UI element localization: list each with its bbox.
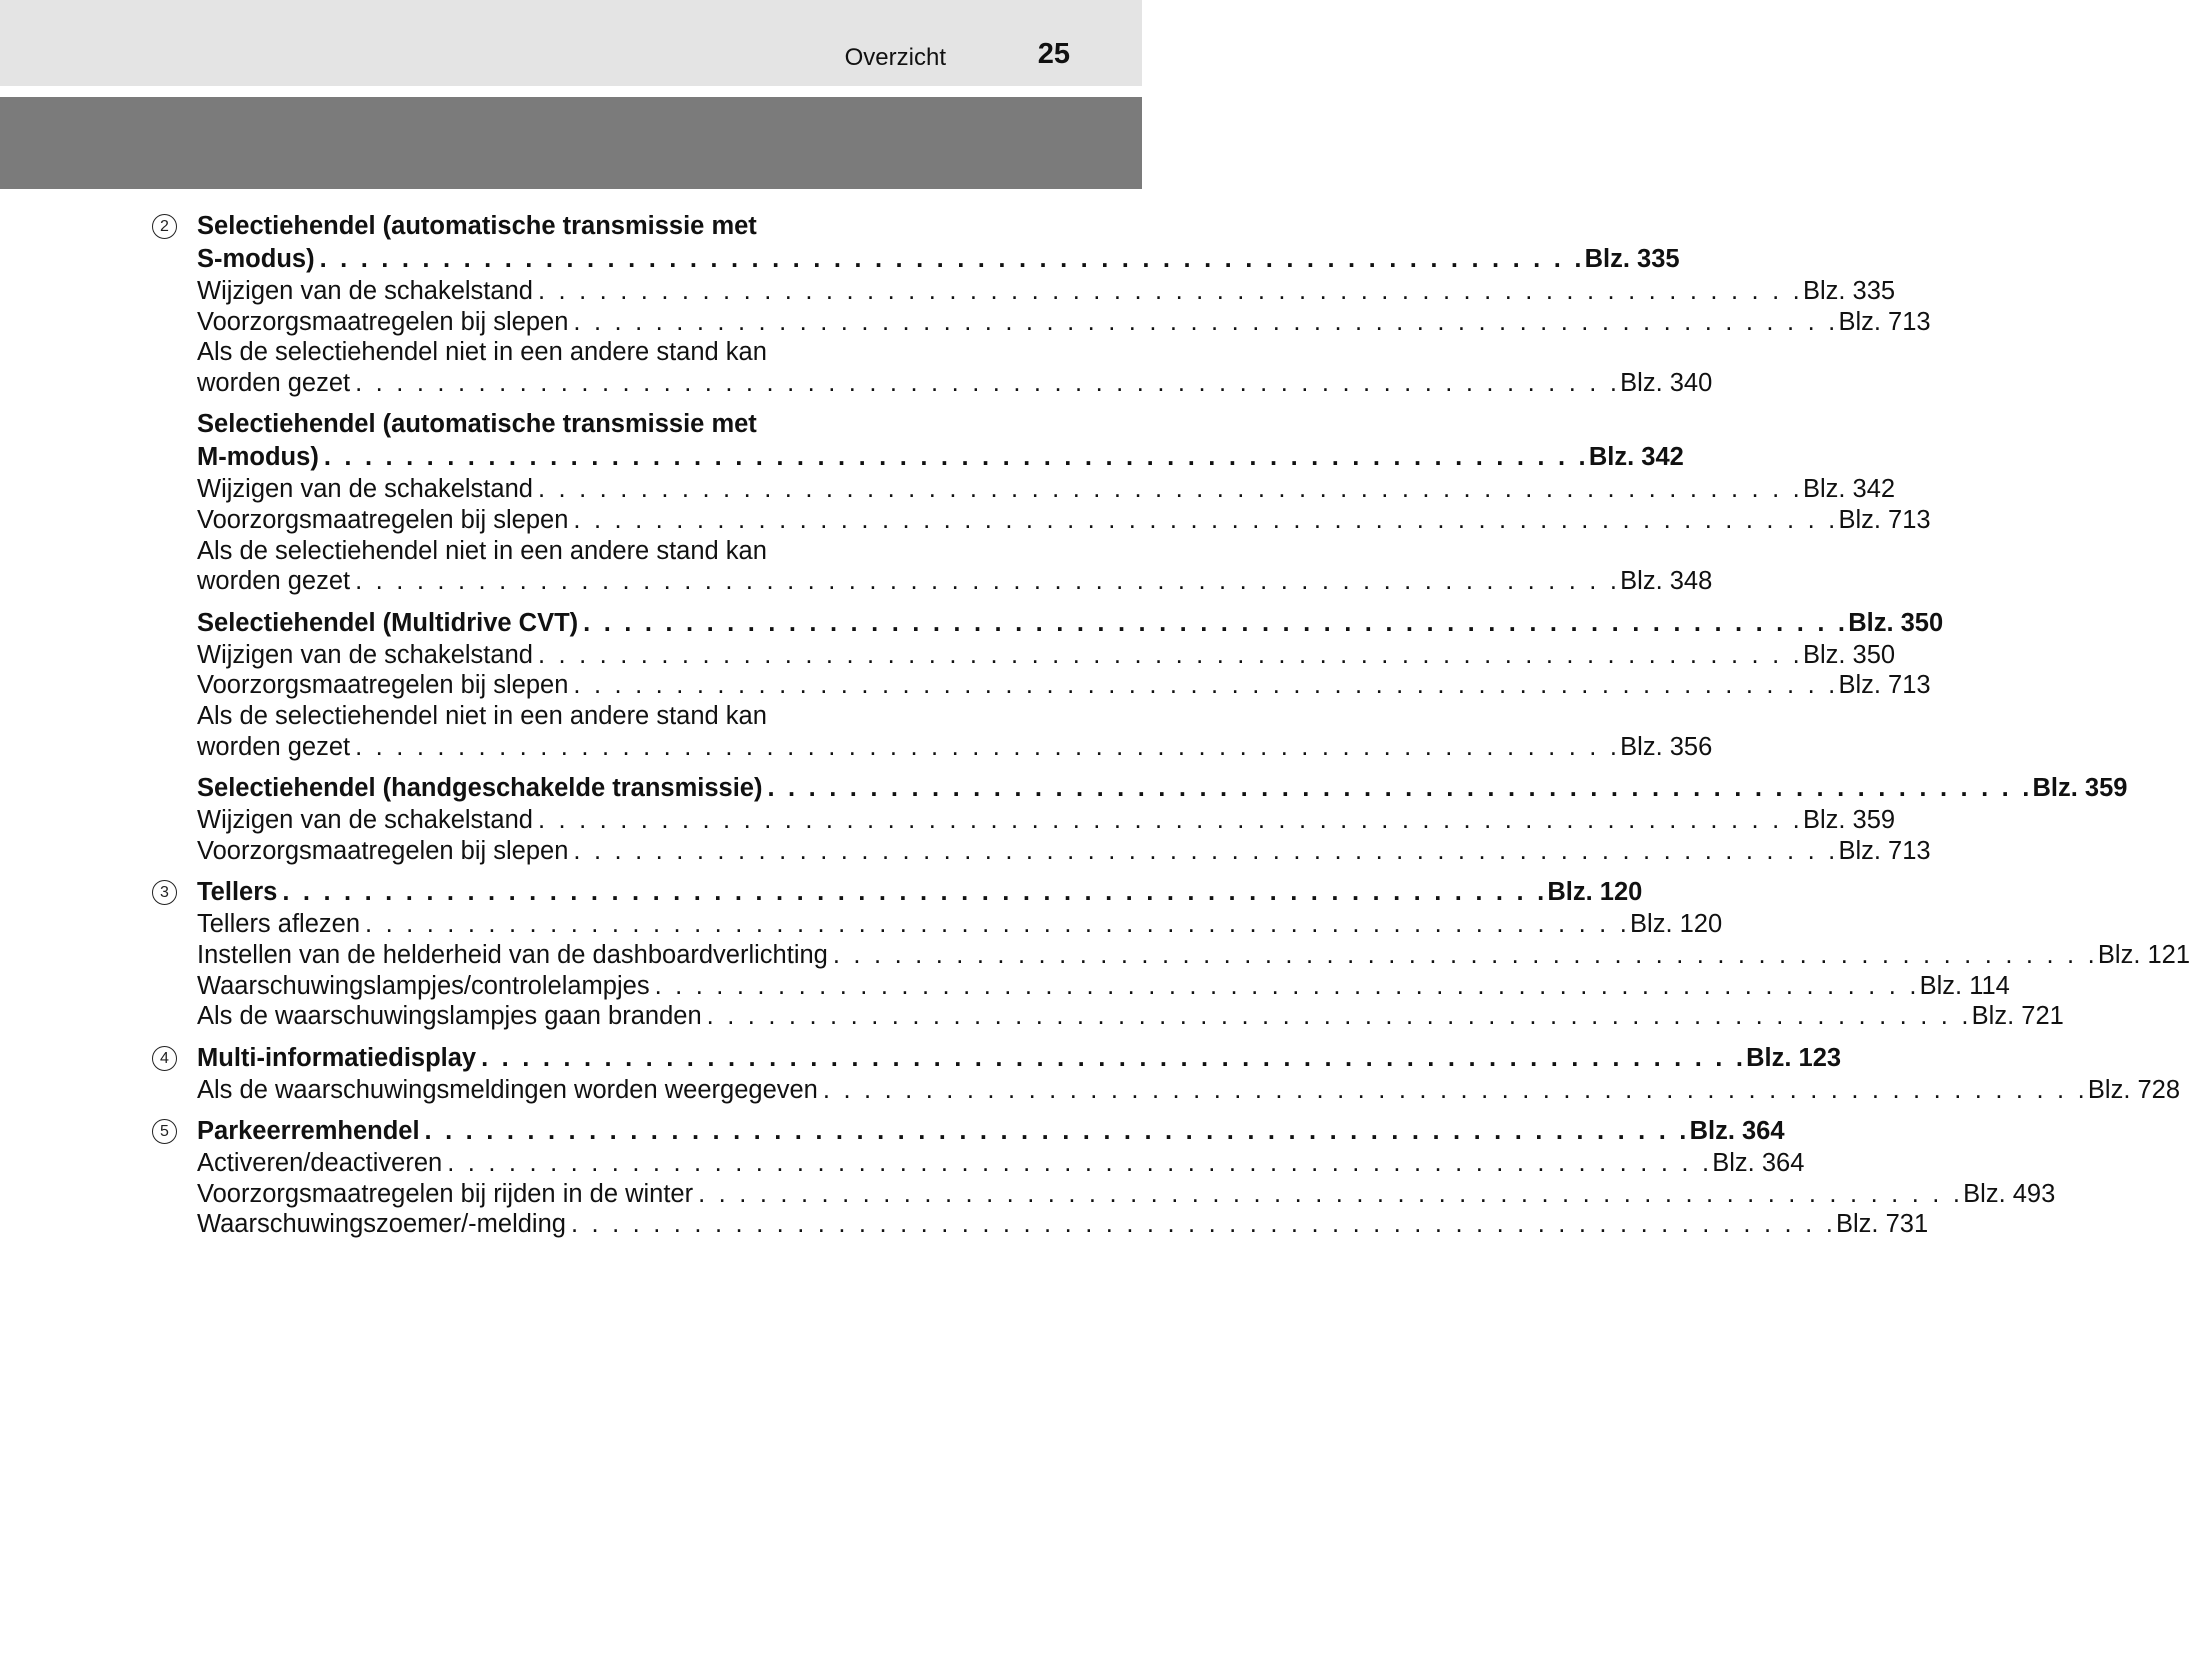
toc-subentry-text: worden gezet [197, 732, 351, 761]
toc-section [150, 1115, 2056, 1240]
callout-number-icon: 2 [152, 214, 177, 239]
dot-leader-text: . . . . . . . . . . . . . . . . . . . . . . . . . . . . . . . . . . . . . . . . . . . . . . . . . . . . . . . . . . . . . . [573, 836, 1839, 865]
toc-subentry-text: Wijzigen van de schakelstand [197, 806, 533, 835]
dot-leader-text: . . . . . . . . . . . . . . . . . . . . . . . . . . . . . . . . . . . . . . . . . . . . . . . . . . . . . . . . . . . . . . [822, 1075, 2088, 1104]
header-title: Overzicht [844, 44, 946, 71]
toc-subentry-page: Blz. 350 [1802, 640, 1896, 669]
toc-subentry[interactable] [197, 909, 1723, 940]
dot-leader [319, 441, 1589, 474]
dot-leader-text: . . . . . . . . . . . . . . . . . . . . . . . . . . . . . . . . . . . . . . . . . . . . . . . . . . . . . . . . . . . . . . [767, 774, 2033, 803]
toc-entry[interactable] [197, 772, 2128, 805]
toc-subentry-page: Blz. 121 [2097, 940, 2190, 969]
dot-leader-text: . . . . . . . . . . . . . . . . . . . . . . . . . . . . . . . . . . . . . . . . . . . . . . . . . . . . . . . . . . . . . . [355, 732, 1621, 761]
dot-leader [350, 368, 1620, 399]
dot-leader [578, 607, 1848, 640]
dot-leader [693, 1179, 1963, 1210]
table-of-contents [150, 210, 2190, 1240]
header-band [0, 0, 1142, 86]
toc-entry-text: Multi-informatiedisplay [197, 1043, 477, 1072]
toc-subentry[interactable] [197, 732, 1713, 763]
toc-subentry-page: Blz. 713 [1838, 671, 1931, 700]
dot-leader-text: . . . . . . . . . . . . . . . . . . . . . . . . . . . . . . . . . . . . . . . . . . . . . . . . . . . . . . . . . . . . . . [698, 1179, 1964, 1208]
toc-entry-group [197, 876, 2190, 1031]
toc-entry-text: Selectiehendel (handgeschakelde transmissie) [197, 774, 763, 803]
dot-leader [650, 971, 1920, 1002]
toc-subentry[interactable] [197, 940, 2190, 971]
dot-leader [568, 307, 1838, 338]
toc-subentry-text: Waarschuwingszoemer/-melding [197, 1210, 566, 1239]
toc-entry[interactable] [197, 876, 1643, 909]
dot-leader-text: . . . . . . . . . . . . . . . . . . . . . . . . . . . . . . . . . . . . . . . . . . . . . . . . . . . . . . . . . . . . . . [537, 475, 1803, 504]
dot-leader-text: . . . . . . . . . . . . . . . . . . . . . . . . . . . . . . . . . . . . . . . . . . . . . . . . . . . . . . . . . . . . . . [537, 640, 1803, 669]
toc-subentry-page: Blz. 728 [2087, 1075, 2181, 1104]
toc-entry-title-line: Selectiehendel (automatische transmissie met [197, 212, 757, 240]
toc-subentry-text: Voorzorgsmaatregelen bij rijden in de winter [197, 1179, 694, 1208]
toc-subentry-text: Als de waarschuwingslampjes gaan branden [197, 1002, 702, 1031]
dot-leader-text: . . . . . . . . . . . . . . . . . . . . . . . . . . . . . . . . . . . . . . . . . . . . . . . . . . . . . . . . . . . . . . [573, 307, 1839, 336]
toc-subentry[interactable] [197, 1001, 2064, 1032]
dot-leader-text: . . . . . . . . . . . . . . . . . . . . . . . . . . . . . . . . . . . . . . . . . . . . . . . . . . . . . . . . . . . . . . [447, 1149, 1713, 1178]
dot-leader [420, 1115, 1690, 1148]
dot-leader [533, 640, 1803, 671]
toc-subentry[interactable] [197, 971, 2010, 1002]
toc-subentry-text: worden gezet [197, 368, 351, 397]
section-bar [0, 97, 1142, 189]
dot-leader [350, 566, 1620, 597]
toc-subentry-page: Blz. 493 [1963, 1179, 2056, 1208]
toc-subentry[interactable] [197, 1179, 2056, 1210]
dot-leader [762, 772, 2032, 805]
toc-subentry[interactable] [197, 566, 1713, 597]
toc-entry-page: Blz. 342 [1588, 443, 1684, 472]
toc-subentry-text: Activeren/deactiveren [197, 1149, 443, 1178]
toc-entry[interactable] [197, 441, 1684, 474]
toc-entry[interactable] [197, 1115, 1785, 1148]
toc-entry-page: Blz. 350 [1848, 608, 1944, 637]
dot-leader-text: . . . . . . . . . . . . . . . . . . . . . . . . . . . . . . . . . . . . . . . . . . . . . . . . . . . . . . . . . . . . . . [424, 1117, 1690, 1146]
dot-leader-text: . . . . . . . . . . . . . . . . . . . . . . . . . . . . . . . . . . . . . . . . . . . . . . . . . . . . . . . . . . . . . . [323, 443, 1589, 472]
toc-subentry-page: Blz. 359 [1802, 806, 1896, 835]
callout-number-icon: 5 [152, 1119, 177, 1144]
dot-leader [566, 1209, 1836, 1240]
dot-leader [350, 732, 1620, 763]
toc-subentry[interactable] [197, 805, 1896, 836]
toc-entry-title-line: Selectiehendel (automatische transmissie met [197, 410, 757, 439]
dot-leader [277, 876, 1547, 909]
dot-leader [533, 805, 1803, 836]
toc-subentry[interactable] [197, 368, 1713, 399]
toc-entry-group [197, 1115, 2056, 1240]
dot-leader [568, 670, 1838, 701]
toc-subentry-page: Blz. 356 [1620, 732, 1713, 761]
toc-subentry-page: Blz. 335 [1802, 277, 1896, 305]
dot-leader [533, 474, 1803, 505]
dot-leader-text: . . . . . . . . . . . . . . . . . . . . . . . . . . . . . . . . . . . . . . . . . . . . . . . . . . . . . . . . . . . . . . [654, 971, 1920, 1000]
toc-section [150, 210, 2128, 866]
toc-subentry[interactable] [197, 670, 1931, 701]
toc-subentry-text: worden gezet [197, 567, 351, 596]
toc-entry-text: Selectiehendel (Multidrive CVT) [197, 608, 579, 637]
toc-entry-page: Blz. 335 [1584, 245, 1680, 273]
toc-subentry-page: Blz. 731 [1835, 1210, 1929, 1239]
dot-leader-text: . . . . . . . . . . . . . . . . . . . . . . . . . . . . . . . . . . . . . . . . . . . . . . . . . . . . . . . . . . . . . . [319, 245, 1585, 273]
toc-subentry[interactable] [197, 1075, 2181, 1106]
dot-leader [315, 243, 1585, 276]
dot-leader [360, 909, 1630, 940]
toc-entry-text: S-modus) [197, 245, 315, 273]
toc-subentry-line: Als de selectiehendel niet in een andere stand kan [197, 338, 767, 367]
toc-subentry-text: Wijzigen van de schakelstand [197, 277, 533, 305]
toc-entry-group [197, 210, 1931, 398]
toc-subentry[interactable] [197, 1209, 1929, 1240]
toc-entry-page: Blz. 364 [1689, 1117, 1785, 1146]
dot-leader-text: . . . . . . . . . . . . . . . . . . . . . . . . . . . . . . . . . . . . . . . . . . . . . . . . . . . . . . . . . . . . . . [355, 368, 1621, 397]
toc-subentry-text: Voorzorgsmaatregelen bij slepen [197, 836, 569, 865]
toc-subentry-line: Als de selectiehendel niet in een andere stand kan [197, 701, 767, 730]
dot-leader [568, 505, 1838, 536]
toc-subentry-text: Als de waarschuwingsmeldingen worden weergegeven [197, 1075, 818, 1104]
callout-number-icon: 4 [152, 1046, 177, 1071]
toc-subentry-text: Tellers aflezen [197, 910, 360, 939]
toc-subentry-text: Waarschuwingslampjes/controlelampjes [197, 971, 650, 1000]
toc-entry[interactable] [197, 607, 1944, 640]
toc-subentry-page: Blz. 120 [1630, 910, 1723, 939]
dot-leader-text: . . . . . . . . . . . . . . . . . . . . . . . . . . . . . . . . . . . . . . . . . . . . . . . . . . . . . . . . . . . . . . [573, 505, 1839, 534]
toc-entry-page: Blz. 120 [1547, 878, 1643, 907]
dot-leader [828, 940, 2098, 971]
dot-leader [533, 276, 1803, 307]
toc-subentry-text: Wijzigen van de schakelstand [197, 640, 533, 669]
toc-subentry-text: Instellen van de helderheid van de dashboardverlichting [197, 940, 828, 969]
toc-subentry[interactable] [197, 505, 1931, 536]
callout-number-icon: 3 [152, 880, 177, 905]
dot-leader-text: . . . . . . . . . . . . . . . . . . . . . . . . . . . . . . . . . . . . . . . . . . . . . . . . . . . . . . . . . . . . . . [481, 1043, 1747, 1072]
dot-leader-text: . . . . . . . . . . . . . . . . . . . . . . . . . . . . . . . . . . . . . . . . . . . . . . . . . . . . . . . . . . . . . . [573, 671, 1839, 700]
dot-leader [568, 836, 1838, 867]
dot-leader-text: . . . . . . . . . . . . . . . . . . . . . . . . . . . . . . . . . . . . . . . . . . . . . . . . . . . . . . . . . . . . . . [583, 608, 1849, 637]
toc-subentry-text: Voorzorgsmaatregelen bij slepen [197, 671, 569, 700]
toc-subentry[interactable] [197, 836, 1931, 867]
toc-section [150, 1042, 2181, 1106]
toc-section [150, 876, 2190, 1031]
toc-subentry-text: Wijzigen van de schakelstand [197, 475, 533, 504]
toc-entry-page: Blz. 123 [1746, 1043, 1842, 1072]
toc-subentry-page: Blz. 342 [1802, 475, 1896, 504]
toc-subentry-page: Blz. 364 [1712, 1149, 1805, 1178]
toc-subentry-page: Blz. 348 [1620, 567, 1713, 596]
toc-subentry-line: Als de selectiehendel niet in een andere stand kan [197, 536, 767, 565]
toc-subentry[interactable] [197, 640, 1896, 671]
toc-entry[interactable] [197, 1042, 1842, 1075]
toc-subentry-text: Voorzorgsmaatregelen bij slepen [197, 505, 569, 534]
toc-entry-group [197, 408, 1931, 596]
dot-leader [702, 1001, 1972, 1032]
toc-entry[interactable] [197, 243, 1680, 276]
dot-leader-text: . . . . . . . . . . . . . . . . . . . . . . . . . . . . . . . . . . . . . . . . . . . . . . . . . . . . . . . . . . . . . . [832, 940, 2098, 969]
dot-leader-text: . . . . . . . . . . . . . . . . . . . . . . . . . . . . . . . . . . . . . . . . . . . . . . . . . . . . . . . . . . . . . . [706, 1002, 1972, 1031]
dot-leader [818, 1075, 2088, 1106]
toc-subentry-page: Blz. 713 [1838, 836, 1931, 865]
dot-leader-text: . . . . . . . . . . . . . . . . . . . . . . . . . . . . . . . . . . . . . . . . . . . . . . . . . . . . . . . . . . . . . . [537, 277, 1803, 305]
page-number: 25 [1037, 38, 1070, 70]
toc-subentry-page: Blz. 713 [1838, 307, 1931, 336]
dot-leader-text: . . . . . . . . . . . . . . . . . . . . . . . . . . . . . . . . . . . . . . . . . . . . . . . . . . . . . . . . . . . . . . [570, 1210, 1836, 1239]
dot-leader [476, 1042, 1746, 1075]
toc-subentry-page: Blz. 340 [1620, 368, 1713, 397]
toc-subentry[interactable] [197, 276, 1896, 307]
toc-entry-group [197, 772, 2128, 866]
toc-subentry-page: Blz. 721 [1971, 1002, 2064, 1031]
toc-subentry-text: Voorzorgsmaatregelen bij slepen [197, 307, 569, 336]
toc-entry-text: Tellers [197, 878, 278, 907]
toc-subentry[interactable] [197, 1148, 1805, 1179]
dot-leader-text: . . . . . . . . . . . . . . . . . . . . . . . . . . . . . . . . . . . . . . . . . . . . . . . . . . . . . . . . . . . . . . [365, 910, 1631, 939]
toc-entry-text: Parkeerremhendel [197, 1117, 420, 1146]
toc-entry-group [197, 607, 1944, 762]
toc-subentry-page: Blz. 114 [1919, 971, 2010, 1000]
toc-subentry-page: Blz. 713 [1838, 505, 1931, 534]
toc-subentry[interactable] [197, 474, 1896, 505]
dot-leader-text: . . . . . . . . . . . . . . . . . . . . . . . . . . . . . . . . . . . . . . . . . . . . . . . . . . . . . . . . . . . . . . [537, 806, 1803, 835]
toc-subentry[interactable] [197, 307, 1931, 338]
dot-leader-text: . . . . . . . . . . . . . . . . . . . . . . . . . . . . . . . . . . . . . . . . . . . . . . . . . . . . . . . . . . . . . . [282, 878, 1548, 907]
toc-entry-group [197, 1042, 2181, 1106]
dot-leader [442, 1148, 1712, 1179]
toc-entry-text: M-modus) [197, 443, 319, 472]
toc-entry-page: Blz. 359 [2032, 774, 2128, 803]
dot-leader-text: . . . . . . . . . . . . . . . . . . . . . . . . . . . . . . . . . . . . . . . . . . . . . . . . . . . . . . . . . . . . . . [355, 567, 1621, 596]
